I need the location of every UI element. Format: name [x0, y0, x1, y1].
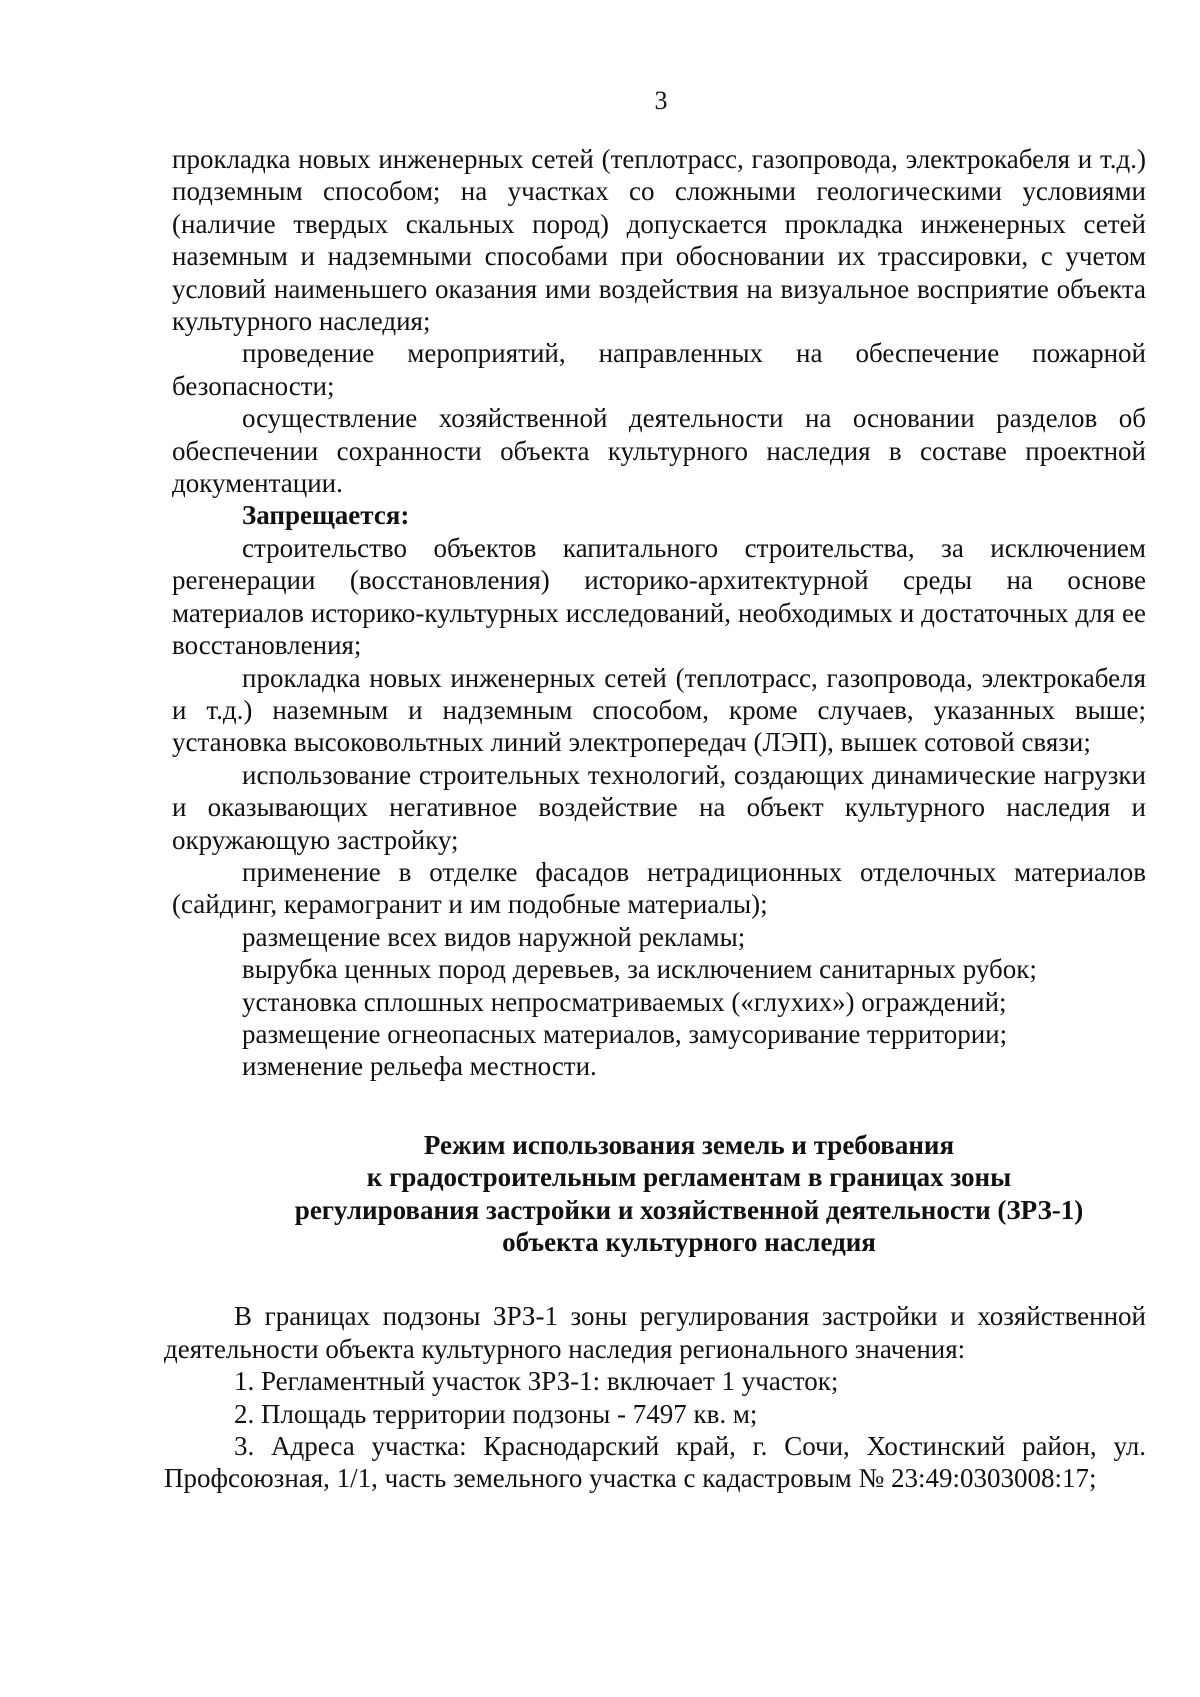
section-title	[172, 1129, 1146, 1259]
paragraph-economic-activity: осуществление хозяйственной деятельности на основании разделов об обеспечении сохранности объекта культурного наследия в составе проектной документации.	[172, 403, 1146, 499]
page-number: 3	[654, 86, 668, 115]
section-intro: В границах подзоны ЗРЗ-1 зоны регулирования застройки и хозяйственной деятельности объекта культурного наследия регионального значения:	[164, 1301, 1146, 1364]
paragraph-fire-safety: проведение мероприятий, направленных на обеспечение пожарной безопасности;	[172, 338, 1146, 401]
list-item: 1. Регламентный участок ЗРЗ-1: включает 1 участок;	[234, 1366, 839, 1397]
prohibited-item: прокладка новых инженерных сетей (теплотрасс, газопровода, электрокабеля и т.д.) наземным и надземным способом, кроме случаев, указанных выше; установка высоковольтных линий электропередач (ЛЭП), вышек сотовой связи;	[172, 662, 1146, 758]
prohibited-item: размещение огнеопасных материалов, замусоривание территории;	[242, 1018, 1008, 1049]
section-title-line: регулирования застройки и хозяйственной деятельности (ЗРЗ-1)	[294, 1194, 1084, 1225]
section-title-line: Режим использования земель и требования	[423, 1129, 955, 1160]
section-body	[164, 1300, 1146, 1494]
paragraph-engineering-networks: прокладка новых инженерных сетей (теплотрасс, газопровода, электрокабеля и т.д.) подземным способом; на участках со сложными геологическими условиями (наличие твердых скальных пород) допускается прокладка инженерных сетей наземным и надземными способами при обосновании их трассировки, с учетом условий наименьшего оказания ими воздействия на визуальное восприятие объекта культурного наследия;	[172, 144, 1146, 337]
prohibited-heading: Запрещается:	[242, 500, 410, 531]
prohibited-item: использование строительных технологий, создающих динамические нагрузки и оказывающих негативное воздействие на объект культурного наследия и окружающую застройку;	[172, 759, 1146, 855]
prohibited-item: изменение рельефа местности.	[242, 1051, 597, 1082]
section-title-line: к градостроительным регламентам в границах зоны	[366, 1162, 1012, 1193]
prohibited-item: размещение всех видов наружной рекламы;	[242, 921, 746, 952]
list-item: 3. Адреса участка: Краснодарский край, г. Сочи, Хостинский район, ул. Профсоюзная, 1/1, часть земельного участка с кадастровым № 23:49:0303008:17;	[164, 1431, 1146, 1494]
list-item: 2. Площадь территории подзоны - 7497 кв. м;	[234, 1398, 758, 1429]
prohibited-item: вырубка ценных пород деревьев, за исключением санитарных рубок;	[242, 954, 1037, 985]
prohibited-item: применение в отделке фасадов нетрадиционных отделочных материалов (сайдинг, керамогранит и им подобные материалы);	[172, 856, 1146, 920]
section-title-line: объекта культурного наследия	[502, 1227, 876, 1257]
prohibited-item: установка сплошных непросматриваемых («глухих») ограждений;	[242, 986, 1007, 1017]
prohibited-item: строительство объектов капитального строительства, за исключением регенерации (восстановления) историко-архитектурной среды на основе материалов историко-культурных исследований, необходимых и достаточных для ее восстановления;	[172, 532, 1146, 661]
document-body	[164, 143, 1146, 1495]
